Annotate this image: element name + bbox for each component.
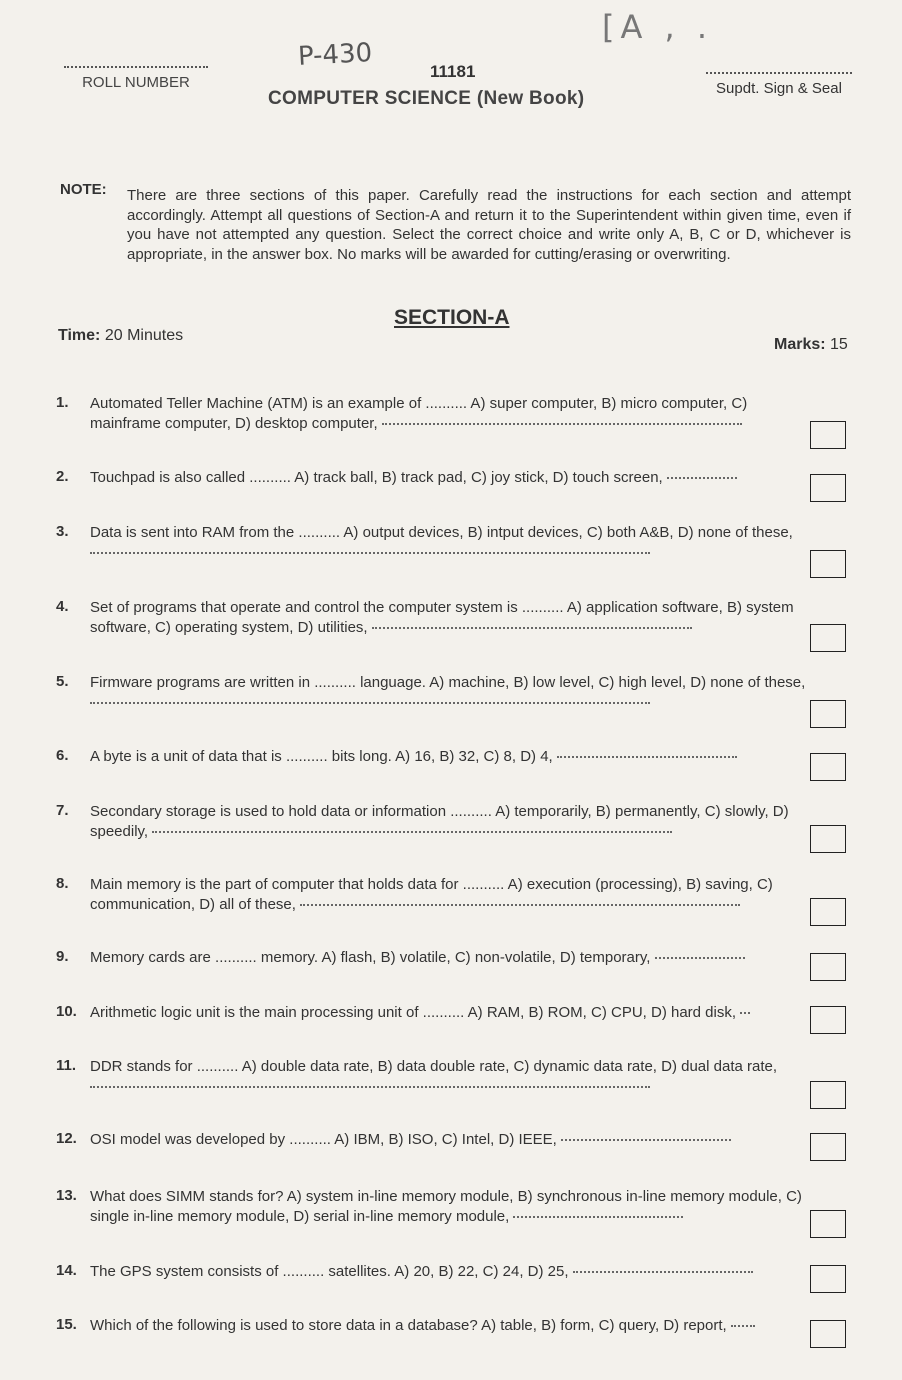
roll-number-field[interactable] — [64, 66, 208, 91]
answer-box-7[interactable] — [810, 825, 846, 853]
answer-box-15[interactable] — [810, 1320, 846, 1348]
supdt-sign-field[interactable] — [706, 72, 852, 97]
question-text: What does SIMM stands for? A) system in-line memory module, B) synchronous in-line memory module, C) single in-line memory module, D) serial in-line memory module, — [90, 1188, 802, 1225]
time-value: 20 Minutes — [104, 327, 184, 344]
section-title: SECTION-A — [394, 306, 510, 329]
question-number: 5. — [56, 673, 69, 690]
answer-box-12[interactable] — [810, 1133, 846, 1161]
question-text: DDR stands for .......... A) double data rate, B) data double rate, C) dynamic data rate, D) dual data rate, — [90, 1057, 806, 1097]
question-text: The GPS system consists of .......... satellites. A) 20, B) 22, C) 24, D) 25, — [90, 1262, 806, 1282]
question-number: 7. — [56, 802, 69, 819]
question-text: A byte is a unit of data that is .......... bits long. A) 16, B) 32, C) 8, D) 4, — [90, 747, 806, 767]
marks-label: Marks: — [774, 336, 826, 353]
question-text: Main memory is the part of computer that holds data for .......... A) execution (processing), B) saving, C) communication, D) all of these, — [90, 876, 773, 913]
question-text: Which of the following is used to store data in a database? A) table, B) form, C) query, D) report, — [90, 1316, 806, 1336]
answer-box-4[interactable] — [810, 624, 846, 652]
question-number: 1. — [56, 394, 69, 411]
question-text: Touchpad is also called .......... A) track ball, B) track pad, C) joy stick, D) touch screen, — [90, 468, 806, 488]
question-number: 6. — [56, 747, 69, 764]
question-text: Memory cards are .......... memory. A) flash, B) volatile, C) non-volatile, D) temporary, — [90, 948, 806, 968]
answer-box-8[interactable] — [810, 898, 846, 926]
answer-box-13[interactable] — [810, 1210, 846, 1238]
answer-box-6[interactable] — [810, 753, 846, 781]
question-number: 9. — [56, 948, 69, 965]
answer-box-14[interactable] — [810, 1265, 846, 1293]
handwritten-corner-mark: [A , . — [602, 8, 714, 46]
question-number: 2. — [56, 468, 69, 485]
answer-box-5[interactable] — [810, 700, 846, 728]
question-number: 8. — [56, 875, 69, 892]
answer-box-11[interactable] — [810, 1081, 846, 1109]
roll-number-label: ROLL NUMBER — [82, 74, 190, 91]
roll-number-line — [64, 66, 208, 68]
paper-code: 11181 — [430, 62, 476, 81]
note-text: There are three sections of this paper. Carefully read the instructions for each section and attempt accordingly. Attempt all questions of Section-A and return it to the Superintendent within given time, even if you have not attempted any question. Select the correct choice and write only A, B, C or D, whichever is appropriate, in the answer box. No marks will be awarded for cutting/erasing or overwriting. — [127, 187, 851, 263]
question-number: 4. — [56, 598, 69, 615]
question-text: Secondary storage is used to hold data or information .......... A) temporarily, B) permanently, C) slowly, D) speedily, — [90, 803, 789, 840]
time-allowed — [58, 327, 183, 345]
question-number: 12. — [56, 1130, 77, 1147]
question-text: Data is sent into RAM from the .......... A) output devices, B) intput devices, C) both A&B, D) none of these, — [90, 523, 806, 563]
question-text: Set of programs that operate and control the computer system is .......... A) application software, B) system software, C) operating system, D) utilities, — [90, 599, 794, 636]
question-number: 11. — [56, 1057, 77, 1074]
time-label: Time: — [58, 327, 101, 344]
question-number: 13. — [56, 1187, 77, 1204]
marks-value: 15 — [830, 336, 848, 353]
question-text: OSI model was developed by .......... A) IBM, B) ISO, C) Intel, D) IEEE, — [90, 1130, 806, 1150]
answer-box-9[interactable] — [810, 953, 846, 981]
handwritten-code: P-430 — [297, 38, 373, 72]
question-number: 15. — [56, 1316, 77, 1333]
question-number: 14. — [56, 1262, 77, 1279]
question-number: 3. — [56, 523, 69, 540]
sign-line — [706, 72, 852, 74]
answer-box-2[interactable] — [810, 474, 846, 502]
answer-box-3[interactable] — [810, 550, 846, 578]
question-text: Arithmetic logic unit is the main processing unit of .......... A) RAM, B) ROM, C) CPU, D) hard disk, — [90, 1003, 806, 1023]
sign-label: Supdt. Sign & Seal — [716, 80, 842, 97]
answer-box-10[interactable] — [810, 1006, 846, 1034]
answer-box-1[interactable] — [810, 421, 846, 449]
note-label: NOTE: — [60, 181, 107, 198]
question-text: Firmware programs are written in .......... language. A) machine, B) low level, C) high level, D) none of these, — [90, 673, 806, 713]
question-number: 10. — [56, 1003, 77, 1020]
question-text: Automated Teller Machine (ATM) is an example of .......... A) super computer, B) micro computer, C) mainframe computer, D) desktop computer, — [90, 395, 748, 432]
total-marks — [774, 336, 848, 354]
subject-title: COMPUTER SCIENCE (New Book) — [268, 88, 585, 109]
